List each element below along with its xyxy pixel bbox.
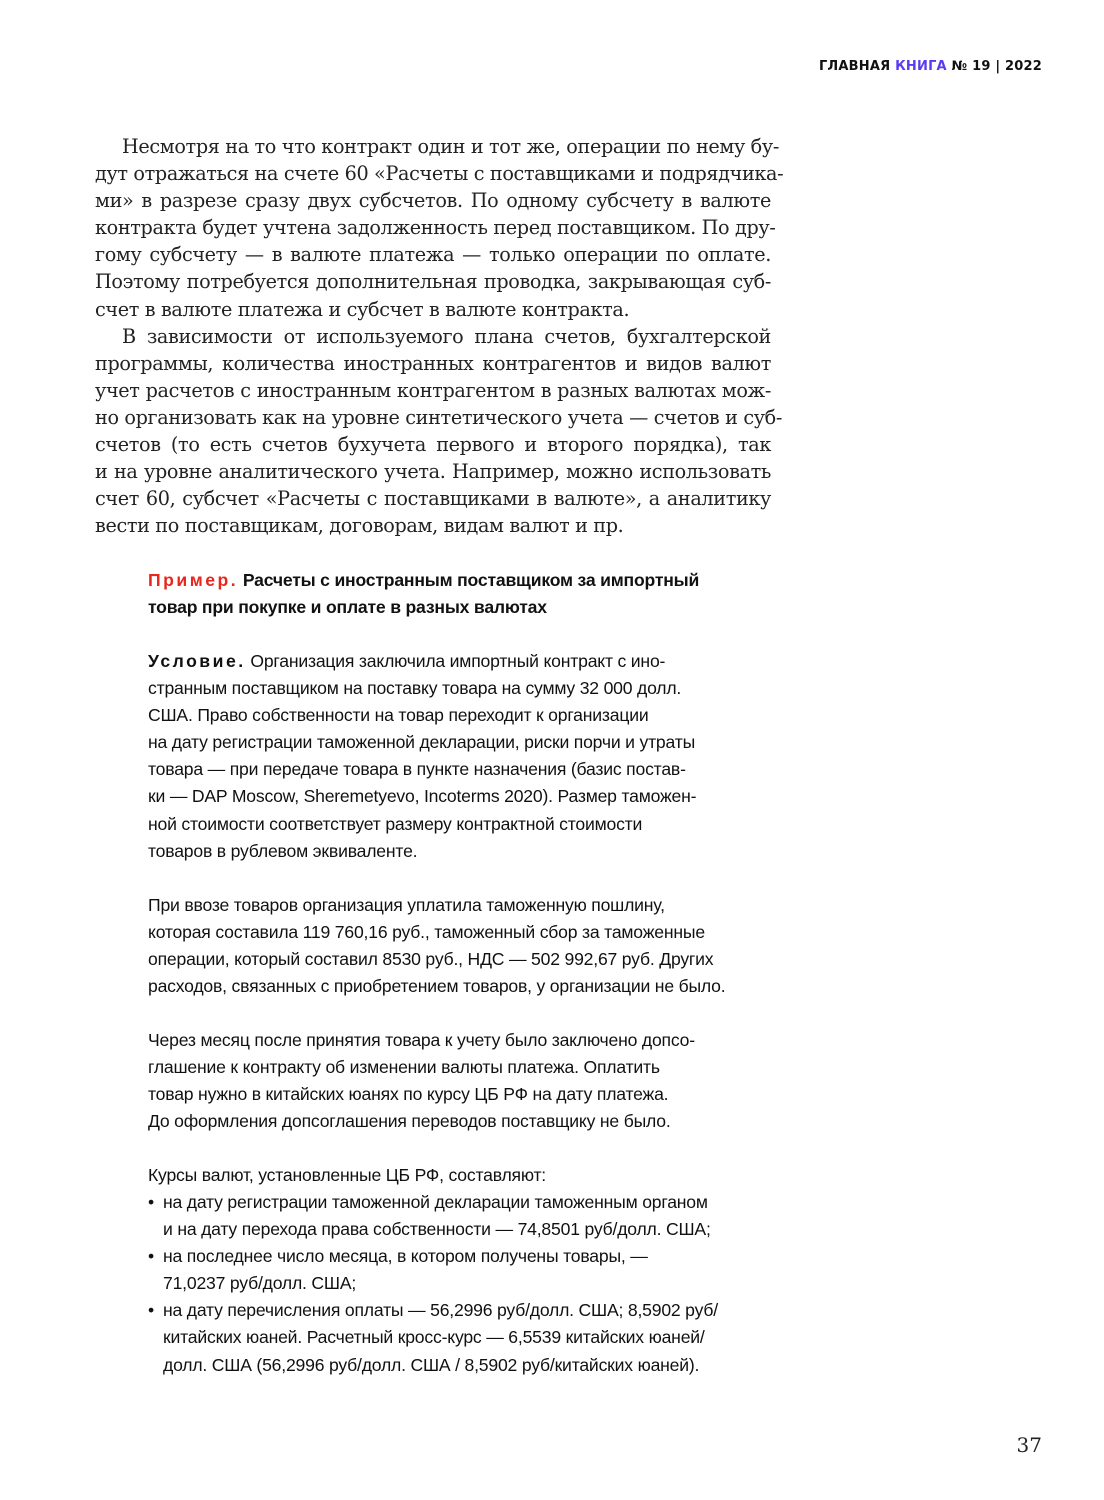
paragraph-line: До оформления допсоглашения переводов поставщику не было. bbox=[148, 1111, 671, 1132]
paragraph-line: В зависимости от используемого плана счетов, бухгалтерской bbox=[122, 324, 771, 348]
paragraph-line: контракта будет учтена задолженность перед поставщиком. По дру- bbox=[95, 216, 776, 240]
condition-line: странным поставщиком на поставку товара на сумму 32 000 долл. bbox=[148, 678, 682, 699]
bullet-item-line: китайских юаней. Расчетный кросс-курс — 6,5539 китайских юаней/ bbox=[163, 1327, 705, 1348]
magazine-header bbox=[819, 59, 1042, 74]
condition-line: на дату регистрации таможенной декларации, риски порчи и утраты bbox=[148, 732, 696, 753]
example-label: Пример. bbox=[148, 570, 239, 590]
example-title-text: Расчеты с иностранным поставщиком за импортный bbox=[242, 570, 700, 590]
bullet-item-line: и на дату перехода права собственности — 74,8501 руб/долл. США; bbox=[163, 1219, 711, 1240]
example-title bbox=[148, 567, 778, 621]
header-title-accent: КНИГА bbox=[895, 59, 947, 74]
condition-line: товара — при передаче товара в пункте назначения (базис постав- bbox=[148, 759, 686, 780]
example-condition bbox=[148, 648, 778, 865]
paragraph-line: Через месяц после принятия товара к учету было заключено допсо- bbox=[148, 1030, 695, 1050]
bullet-item-line: 71,0237 руб/долл. США; bbox=[163, 1273, 357, 1294]
paragraph-line: счетов (то есть счетов бухучета первого и второго порядка), так bbox=[95, 433, 771, 457]
paragraph-line: гому субсчету — в валюте платежа — только операции по оплате. bbox=[95, 243, 771, 267]
body-text bbox=[95, 133, 784, 539]
page-number: 37 bbox=[1016, 1433, 1042, 1457]
example-paragraph-duties bbox=[148, 892, 778, 1000]
condition-line bbox=[148, 648, 778, 675]
paragraph-line: глашение к контракту об изменении валюты платежа. Оплатить bbox=[148, 1057, 660, 1078]
paragraph-line: ми» в разрезе сразу двух субсчетов. По одному субсчету в валюте bbox=[95, 189, 771, 213]
paragraph-line: Несмотря на то что контракт один и тот же, операции по нему бу- bbox=[122, 135, 779, 158]
condition-line: ки — DAP Moscow, Sheremetyevo, Incoterms 2020). Размер таможен- bbox=[148, 786, 697, 807]
rates-intro-line: Курсы валют, установленные ЦБ РФ, составляют: bbox=[148, 1165, 546, 1185]
bullet-item-line: • на последнее число месяца, в котором получены товары, — bbox=[148, 1243, 778, 1270]
paragraph-line: которая составила 119 760,16 руб., таможенный сбор за таможенные bbox=[148, 922, 705, 943]
condition-line: ной стоимости соответствует размеру контрактной стоимости bbox=[148, 813, 643, 834]
condition-label: Условие. bbox=[148, 651, 246, 671]
paragraph-line: товар нужно в китайских юанях по курсу ЦБ РФ на дату платежа. bbox=[148, 1084, 669, 1105]
example-title-line: товар при покупке и оплате в разных валютах bbox=[148, 597, 547, 618]
paragraph-line: счет 60, субсчет «Расчеты с поставщиками в валюте», а аналитику bbox=[95, 487, 771, 511]
paragraph-line: При ввозе товаров организация уплатила таможенную пошлину, bbox=[148, 895, 665, 915]
paragraph-line: вести по поставщикам, договорам, видам валют и пр. bbox=[95, 514, 624, 538]
paragraph-line: операции, который составил 8530 руб., НДС — 502 992,67 руб. Других bbox=[148, 949, 714, 970]
paragraph-line: но организовать как на уровне синтетического учета — счетов и суб- bbox=[95, 405, 782, 429]
paragraph-line: и на уровне аналитического учета. Например, можно использовать bbox=[95, 460, 771, 484]
example-paragraph-agreement bbox=[148, 1027, 778, 1135]
example-title-line bbox=[148, 567, 778, 594]
paragraph-line: расходов, связанных с приобретением товаров, у организации не было. bbox=[148, 976, 726, 997]
condition-line: товаров в рублевом эквиваленте. bbox=[148, 840, 418, 861]
header-title-main: ГЛАВНАЯ bbox=[818, 59, 891, 74]
condition-line: США. Право собственности на товар переходит к организации bbox=[148, 705, 649, 726]
condition-text: Организация заключила импортный контракт с ино- bbox=[250, 651, 666, 671]
bullet-item-line: долл. США (56,2996 руб/долл. США / 8,5902 руб/китайских юаней). bbox=[163, 1354, 700, 1375]
paragraph-line: учет расчетов с иностранным контрагентом в разных валютах мож- bbox=[95, 378, 771, 402]
bullet-item-line: • на дату перечисления оплаты — 56,2996 руб/долл. США; 8,5902 руб/ bbox=[148, 1297, 778, 1324]
paragraph-line: Поэтому потребуется дополнительная проводка, закрывающая суб- bbox=[95, 270, 771, 294]
example-rates-intro bbox=[148, 1162, 778, 1189]
paragraph-line: дут отражаться на счете 60 «Расчеты с поставщиками и подрядчика- bbox=[95, 162, 784, 186]
header-issue: № 19 | 2022 bbox=[951, 59, 1042, 74]
bullet-item-line: • на дату регистрации таможенной декларации таможенным органом bbox=[148, 1189, 778, 1216]
paragraph-line: счет в валюте платежа и субсчет в валюте контракта. bbox=[95, 297, 630, 321]
paragraph-line: программы, количества иностранных контрагентов и видов валют bbox=[95, 351, 771, 375]
rates-list bbox=[148, 1189, 778, 1379]
